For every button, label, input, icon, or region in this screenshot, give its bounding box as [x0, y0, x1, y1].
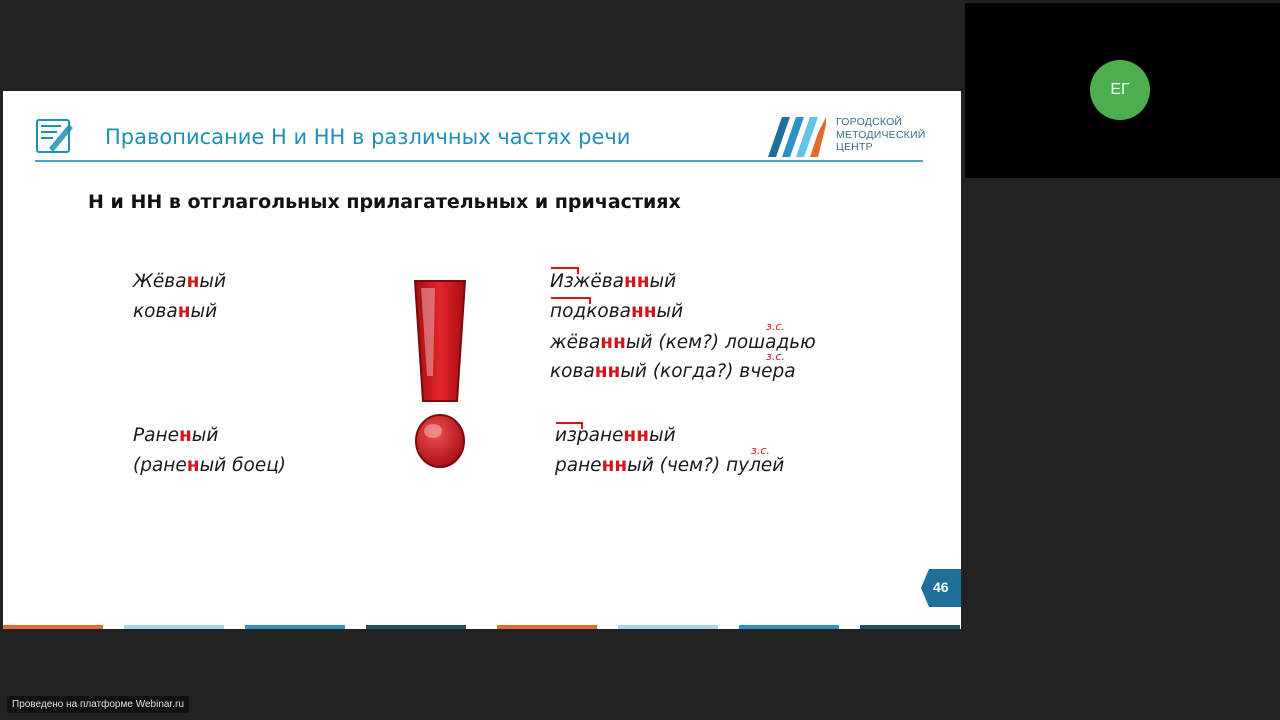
platform-credit[interactable]: Проведено на платформе Webinar.ru: [7, 696, 189, 713]
title-divider: [35, 160, 923, 162]
left-word-4: (раненый боец): [133, 455, 287, 476]
dependent-word-note: з.с.: [766, 320, 785, 333]
dependent-word-note: з.с.: [751, 444, 770, 457]
right-word-6: раненный (чем?) пулей: [555, 455, 785, 476]
slide-page-number: 46: [933, 579, 949, 595]
right-word-2: подкованный: [550, 301, 684, 322]
presentation-slide: [3, 91, 961, 629]
right-word-3: жёванный (кем?) лошадью: [550, 332, 816, 353]
left-word-2: кованый: [133, 301, 218, 322]
document-edit-icon: [35, 116, 75, 156]
dependent-word-note: з.с.: [766, 350, 785, 363]
exclamation-icon: [405, 276, 475, 476]
logo-text: ГОРОДСКОЙ МЕТОДИЧЕСКИЙ ЦЕНТР: [836, 116, 926, 153]
participant-tile[interactable]: [965, 3, 1280, 178]
right-word-4: кованный (когда?) вчера: [550, 361, 796, 382]
slide-subtitle: Н и НН в отглагольных прилагательных и причастиях: [88, 191, 681, 213]
right-word-5: израненный: [555, 425, 676, 446]
left-word-1: Жёваный: [133, 271, 226, 292]
left-word-3: Раненый: [133, 425, 219, 446]
right-word-1: Изжёванный: [550, 271, 677, 292]
slide-title: Правописание Н и НН в различных частях речи: [105, 125, 631, 149]
slide-footer-strip: [3, 625, 961, 629]
participant-avatar: ЕГ: [1090, 60, 1150, 120]
